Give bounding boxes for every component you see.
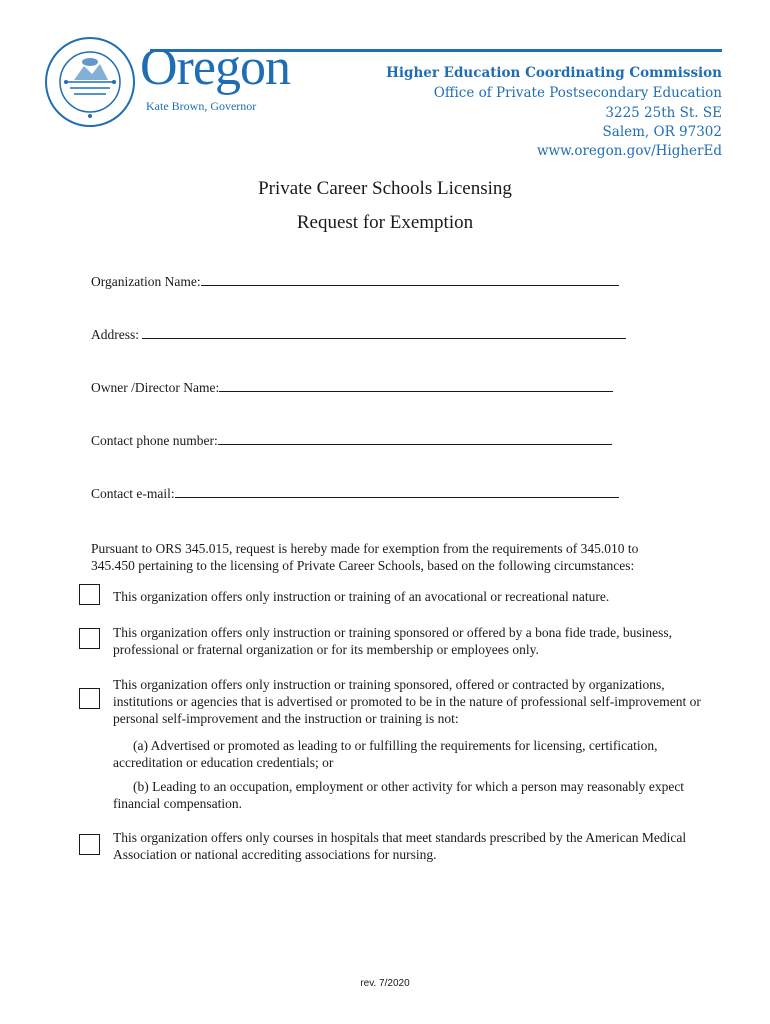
exemption-statement: Pursuant to ORS 345.015, request is hereby made for exemption from the requirements of 345.010 to 345.450 pertaining to the licensing of Private Career Schools, based on the following circumstances: — [91, 541, 639, 573]
self-improvement-option-text: This organization offers only instruction or training sponsored, offered or contracted by organizations, institutions or agencies that is advertised or promoted to be in the nature of professional self-improvement or personal self-improvement and the instruction or training is not: — [113, 677, 701, 726]
revision-date: rev. 7/2020 — [360, 978, 410, 989]
owner-director-input[interactable] — [219, 379, 613, 392]
oregon-state-seal — [44, 36, 136, 128]
governor-name: Kate Brown, Governor — [146, 99, 257, 113]
owner-director-field — [91, 379, 613, 396]
organization-name-field — [91, 273, 619, 290]
hospital-courses-checkbox[interactable] — [79, 834, 100, 855]
self-improvement-checkbox[interactable] — [79, 688, 100, 709]
city-state-zip: Salem, OR 97302 — [602, 124, 722, 140]
sub-item-b: (b) Leading to an occupation, employment or other activity for which a person may reasonably expect financial compensation. — [113, 779, 685, 811]
contact-email-label: Contact e-mail: — [91, 486, 175, 501]
contact-phone-field — [91, 432, 612, 449]
owner-director-label: Owner /Director Name: — [91, 380, 220, 395]
contact-phone-label: Contact phone number: — [91, 433, 218, 448]
contact-email-field — [91, 485, 619, 502]
agency-name: Higher Education Coordinating Commission — [386, 65, 722, 81]
form-title: Private Career Schools Licensing — [258, 178, 512, 199]
contact-email-input[interactable] — [175, 485, 619, 498]
oregon-logo: Oregon — [140, 39, 290, 96]
sub-item-a: (a) Advertised or promoted as leading to or fulfilling the requirements for licensing, certification, accreditation or education credentials; or — [113, 738, 658, 770]
organization-name-input[interactable] — [201, 273, 619, 286]
website-link[interactable]: www.oregon.gov/HigherEd — [537, 143, 722, 159]
organization-name-label: Organization Name: — [91, 274, 201, 289]
contact-phone-input[interactable] — [218, 432, 612, 445]
trade-organization-option-text: This organization offers only instruction or training sponsored or offered by a bona fide trade, business, professional or fraternal organization or for its membership or employees only. — [113, 625, 672, 657]
street-address: 3225 25th St. SE — [605, 105, 722, 121]
address-label: Address: — [91, 327, 143, 342]
hospital-courses-option-text: This organization offers only courses in hospitals that meet standards prescribed by the American Medical Association or national accrediting associations for nursing. — [113, 830, 687, 862]
address-input[interactable] — [142, 326, 626, 339]
address-field — [91, 326, 626, 343]
trade-organization-checkbox[interactable] — [79, 628, 100, 649]
form-subtitle: Request for Exemption — [296, 212, 474, 233]
avocational-checkbox[interactable] — [79, 584, 100, 605]
avocational-option-text: This organization offers only instruction or training of an avocational or recreational nature. — [113, 589, 610, 604]
office-name: Office of Private Postsecondary Education — [433, 85, 722, 101]
